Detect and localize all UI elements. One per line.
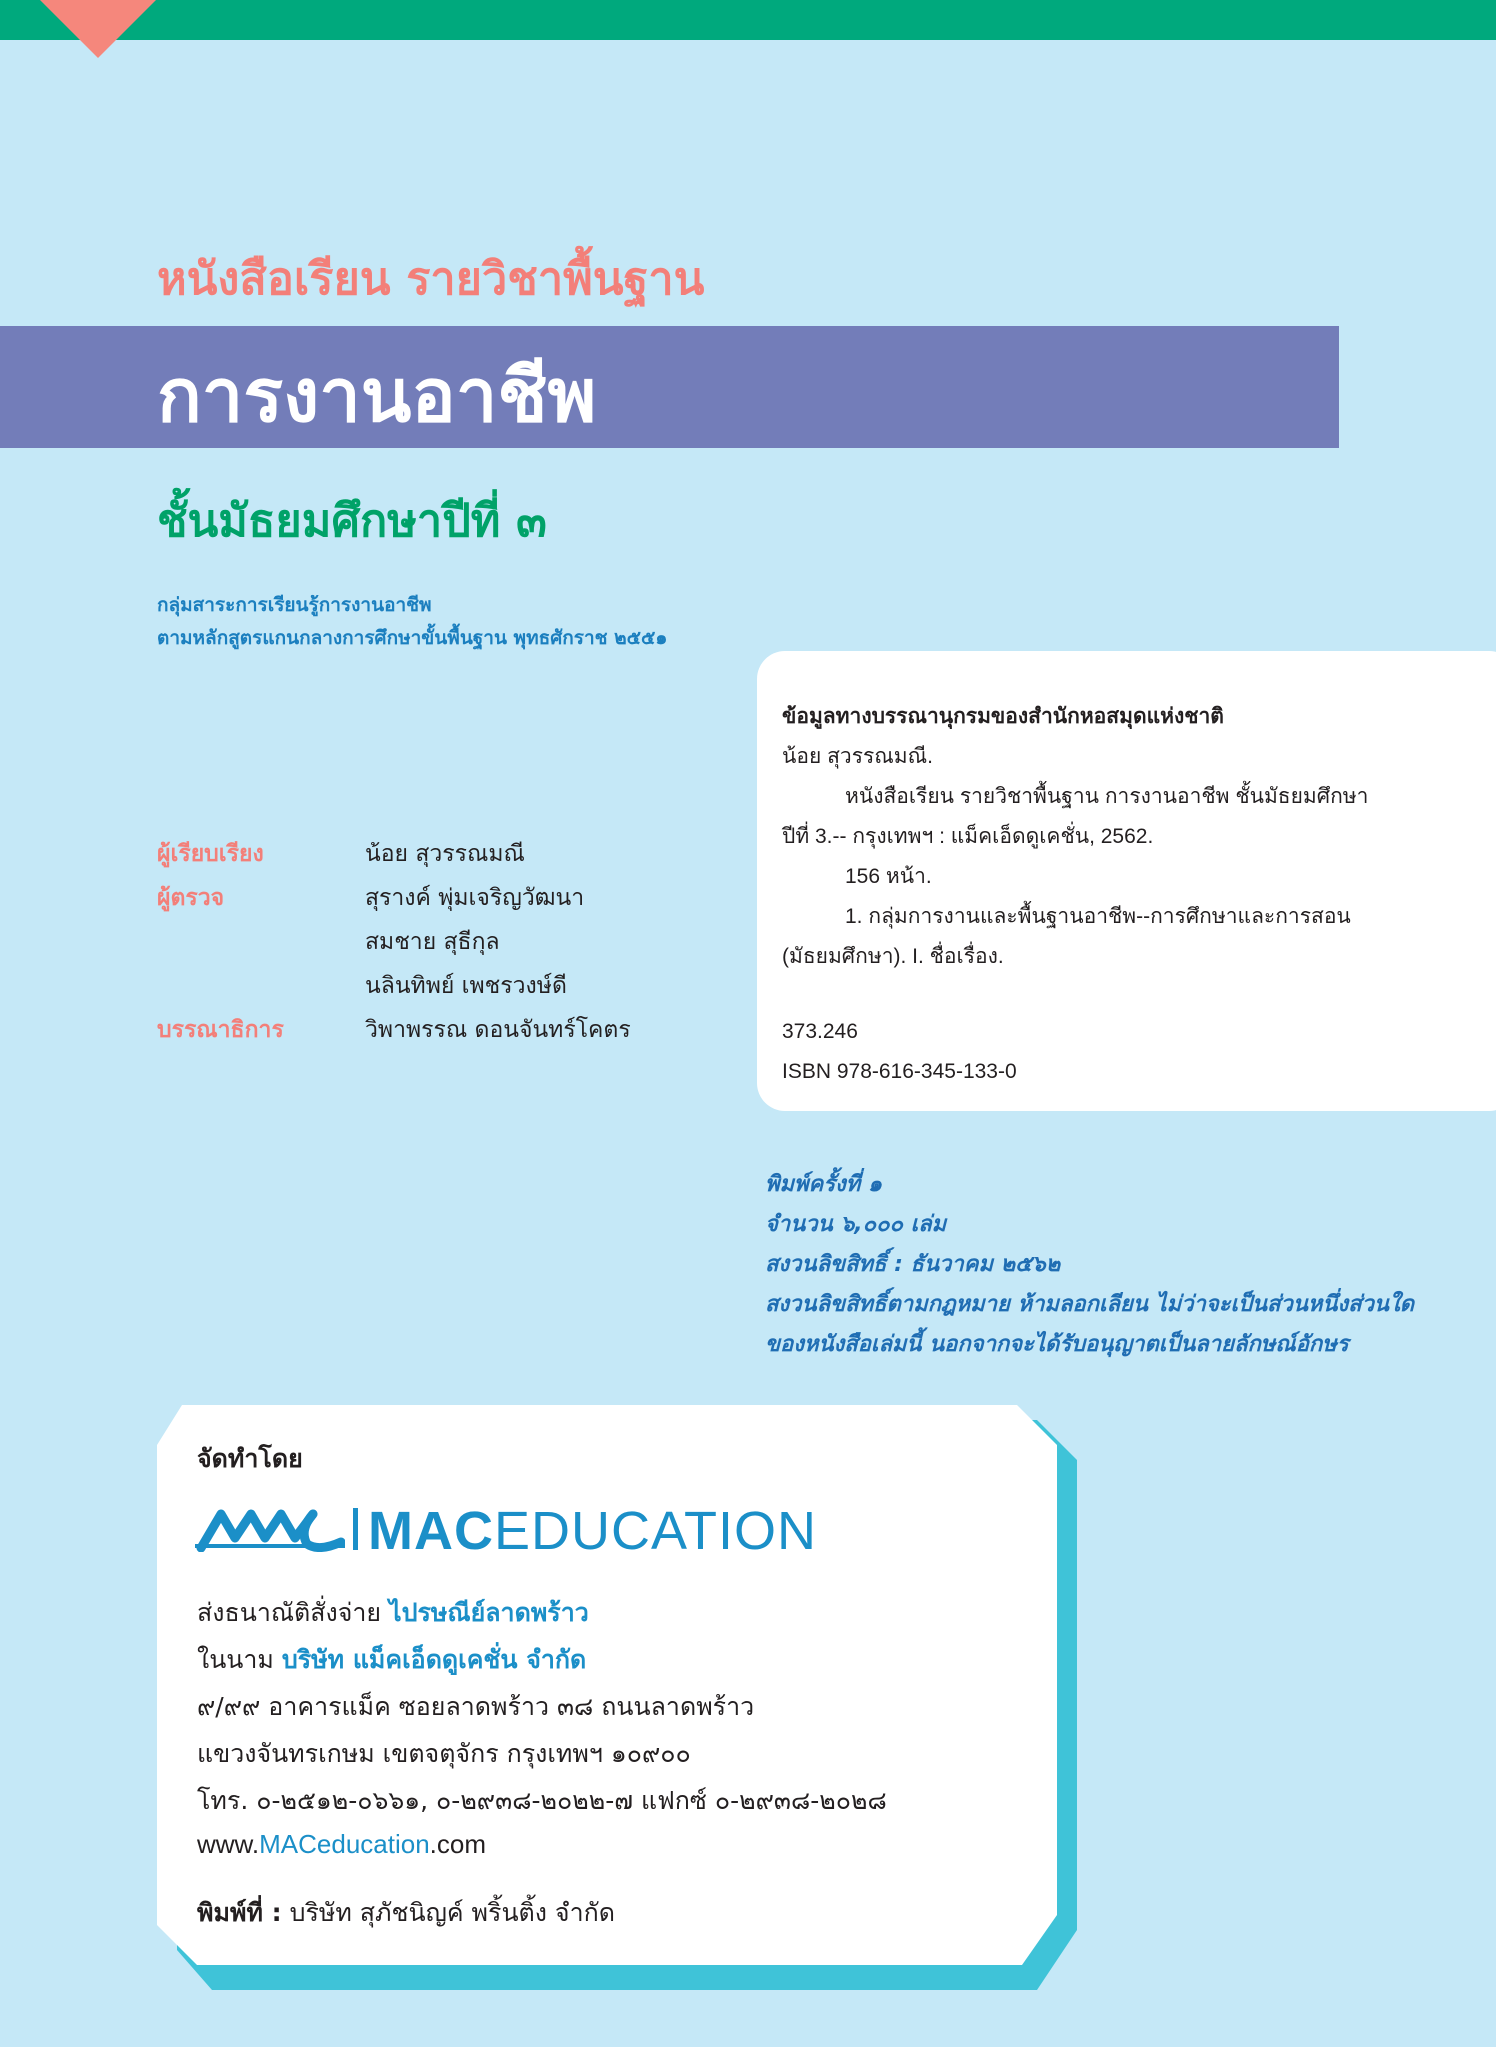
cip-isbn: ISBN 978-616-345-133-0: [782, 1060, 1017, 1083]
credit-name-author: น้อย สุวรรณมณี: [365, 841, 525, 867]
website-link[interactable]: [197, 1829, 486, 1860]
mac-wave-logo-icon: [195, 1508, 345, 1552]
print-copyright-notice-2: ของหนังสือเล่มนี้ นอกจากจะได้รับอนุญาตเป็นลายลักษณ์อักษร: [765, 1332, 1349, 1357]
print-quantity: จำนวน ๖,๐๐๐ เล่ม: [765, 1212, 947, 1237]
curriculum-line: ตามหลักสูตรแกนกลางการศึกษาขั้นพื้นฐาน พุทธศักราช ๒๕๕๑: [157, 627, 668, 649]
print-copyright-date: สงวนลิขสิทธิ์ : ธันวาคม ๒๕๖๒: [765, 1252, 1061, 1277]
credit-label-editor: บรรณาธิการ: [157, 1017, 284, 1043]
book-title: การงานอาชีพ: [157, 353, 597, 439]
payee-prefix: ในนาม: [197, 1645, 274, 1674]
phone-fax-line: โทร. ๐-๒๕๑๒-๐๖๖๑, ๐-๒๙๓๘-๒๐๒๒-๗ แฟกซ์ ๐-๒๙๓๘-๒๐๒๘: [197, 1786, 887, 1815]
printer-line: [197, 1893, 615, 1933]
learning-area-line: กลุ่มสาระการเรียนรู้การงานอาชีพ: [157, 594, 432, 616]
website-prefix: www.: [197, 1829, 260, 1859]
credit-name-reviewer-3: นลินทิพย์ เพชรวงษ์ดี: [365, 973, 567, 999]
printer-name: บริษัท สุภัชนิญค์ พริ้นติ้ง จำกัด: [289, 1898, 615, 1927]
top-color-bar: [0, 0, 1496, 40]
credit-name-editor: วิพาพรรณ ดอนจันทร์โคตร: [365, 1017, 631, 1043]
cip-classification: 373.246: [782, 1020, 858, 1043]
series-title: หนังสือเรียน รายวิชาพื้นฐาน: [157, 252, 705, 305]
publisher-logo-wordmark: [368, 1500, 817, 1562]
corner-triangle-icon: [40, 0, 156, 58]
money-order-target: ไปรษณีย์ลาดพร้าว: [389, 1598, 589, 1627]
printer-label: พิมพ์ที่ :: [197, 1898, 282, 1927]
credit-name-reviewer-1: สุรางค์ พุ่มเจริญวัฒนา: [365, 885, 585, 911]
money-order-prefix: ส่งธนาณัติสั่งจ่าย: [197, 1598, 382, 1627]
payee-line: [197, 1640, 586, 1680]
credit-label-reviewer: ผู้ตรวจ: [157, 885, 225, 911]
credit-label-author: ผู้เรียบเรียง: [157, 841, 264, 867]
money-order-line: [197, 1593, 589, 1633]
cip-subject-cont-line: (มัธยมศึกษา). I. ชื่อเรื่อง.: [782, 945, 1004, 968]
cip-title-line: หนังสือเรียน รายวิชาพื้นฐาน การงานอาชีพ ชั้นมัธยมศึกษา: [845, 785, 1369, 808]
grade-level-title: ชั้นมัธยมศึกษาปีที่ ๓: [157, 494, 547, 547]
address-line-1: ๙/๙๙ อาคารแม็ค ซอยลาดพร้าว ๓๘ ถนนลาดพร้าว: [197, 1692, 755, 1721]
credit-name-reviewer-2: สมชาย สุธีกุล: [365, 929, 500, 955]
payee-name: บริษัท แม็คเอ็ดดูเคชั่น จำกัด: [281, 1645, 587, 1674]
logo-text-bold: MAC: [368, 1501, 494, 1561]
logo-divider: [353, 1508, 358, 1550]
print-edition: พิมพ์ครั้งที่ ๑: [765, 1172, 882, 1197]
made-by-label: จัดทำโดย: [197, 1444, 303, 1473]
cip-subject-line: 1. กลุ่มการงานและพื้นฐานอาชีพ--การศึกษาและการสอน: [845, 905, 1351, 928]
cip-imprint-line: ปีที่ 3.-- กรุงเทพฯ : แม็คเอ็ดดูเคชั่น, 2562.: [782, 825, 1154, 848]
website-brand: MACeducation: [259, 1829, 430, 1859]
cip-pages-line: 156 หน้า.: [845, 865, 932, 888]
cip-heading: ข้อมูลทางบรรณานุกรมของสำนักหอสมุดแห่งชาติ: [782, 705, 1224, 728]
cip-author-line: น้อย สุวรรณมณี.: [782, 745, 933, 768]
address-line-2: แขวงจันทรเกษม เขตจตุจักร กรุงเทพฯ ๑๐๙๐๐: [197, 1739, 691, 1768]
logo-text-light: EDUCATION: [493, 1501, 817, 1561]
website-suffix: .com: [429, 1829, 487, 1859]
print-copyright-notice-1: สงวนลิขสิทธิ์ตามกฎหมาย ห้ามลอกเลียน ไม่ว่าจะเป็นส่วนหนึ่งส่วนใด: [765, 1292, 1414, 1317]
